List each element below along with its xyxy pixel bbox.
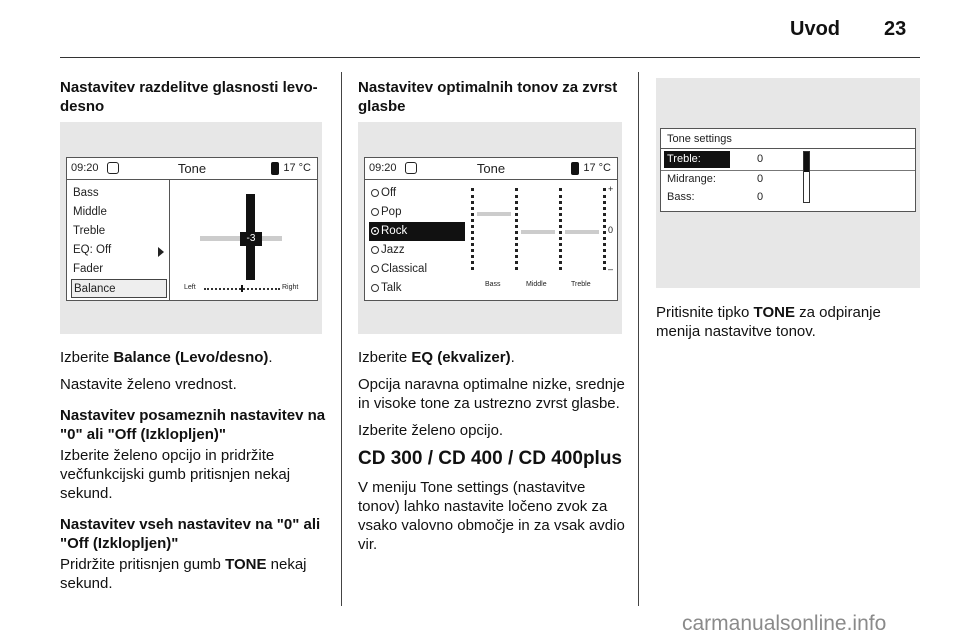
status-bar xyxy=(67,158,317,180)
eq-minus-label: – xyxy=(608,264,614,274)
eq-plus-label: + xyxy=(608,184,614,194)
row-treble-label[interactable]: Treble: xyxy=(664,151,730,168)
page-number: 23 xyxy=(884,18,907,40)
thermometer-icon xyxy=(271,162,279,175)
radio-icon xyxy=(371,189,379,197)
eq-option-rock[interactable]: Rock xyxy=(369,222,465,241)
eq-zero-label: 0 xyxy=(608,225,614,235)
row-midrange-label[interactable]: Midrange: xyxy=(667,173,716,185)
eq-scale-3 xyxy=(559,188,562,270)
balance-figure xyxy=(60,122,322,334)
column-1 xyxy=(60,78,330,124)
watermark: carmanualsonline.info xyxy=(682,612,887,635)
column-divider-2 xyxy=(638,72,639,606)
status-bar xyxy=(365,158,617,180)
instruction-reset-single: Izberite želeno opcijo in pridržite večfunkcijski gumb pritisnjen nekaj sekund. xyxy=(60,447,291,502)
section-heading-eq: Nastavitev optimalnih tonov za zvrst glasbe xyxy=(358,79,618,115)
radio-icon xyxy=(371,208,379,216)
clock: 09:20 xyxy=(369,162,397,174)
eq-display xyxy=(465,180,618,301)
level-fill xyxy=(804,152,809,172)
eq-level-bass xyxy=(477,212,511,216)
radio-icon xyxy=(371,284,379,292)
row-bass-label[interactable]: Bass: xyxy=(667,191,695,203)
eq-band-middle: Middle xyxy=(526,281,547,288)
eq-scale-2 xyxy=(515,188,518,270)
clock: 09:20 xyxy=(71,162,99,174)
header-rule xyxy=(60,57,920,58)
level-bar xyxy=(803,151,810,203)
radio-icon xyxy=(371,265,379,273)
row-midrange-value: 0 xyxy=(757,173,764,185)
instruction-select-option: Izberite želeno opcijo. xyxy=(358,422,504,439)
temperature: 17 °C xyxy=(283,162,311,174)
eq-level-treble xyxy=(565,230,599,234)
menu-item-middle[interactable]: Middle xyxy=(73,206,107,218)
balance-slider[interactable] xyxy=(170,180,318,301)
left-label: Left xyxy=(184,284,196,291)
screen-title: Tone xyxy=(177,161,207,176)
row-treble-value: 0 xyxy=(757,153,764,165)
eq-option-off[interactable]: Off xyxy=(369,184,465,203)
radio-selected-icon xyxy=(371,227,379,235)
instruction-set-value: Nastavite želeno vrednost. xyxy=(60,376,237,393)
eq-scale-1 xyxy=(471,188,474,270)
tone-settings-figure xyxy=(656,78,920,288)
eq-band-bass: Bass xyxy=(485,281,501,288)
section-heading-cd-models: CD 300 / CD 400 / CD 400plus xyxy=(358,448,622,469)
eq-band-treble: Treble xyxy=(571,281,591,288)
menu-item-fader[interactable]: Fader xyxy=(73,263,104,275)
eq-screen xyxy=(364,157,618,301)
balance-scale-center xyxy=(241,285,243,292)
tone-settings-screen xyxy=(660,128,916,212)
right-label: Right xyxy=(282,284,299,291)
temperature: 17 °C xyxy=(583,162,611,174)
instruction-select-eq: Izberite EQ (ekvalizer). xyxy=(358,349,515,366)
balance-value: -3 xyxy=(240,232,262,246)
thermometer-icon xyxy=(571,162,579,175)
tone-settings-title: Tone settings xyxy=(667,133,732,145)
section-heading-reset-all: Nastavitev vseh nastavitev na "0" ali "Off (Izklopljen)" xyxy=(60,516,321,552)
eq-option-talk[interactable]: Talk xyxy=(369,279,465,298)
screen-title: Tone xyxy=(476,161,506,176)
eq-option-jazz[interactable]: Jazz xyxy=(369,241,465,260)
instruction-select-balance: Izberite Balance (Levo/desno). xyxy=(60,349,273,366)
eq-description: Opcija naravna optimalne nizke, srednje in visoke tone za ustrezno zvrst glasbe. xyxy=(358,376,625,412)
section-heading-reset-single: Nastavitev posameznih nastavitev na "0" ali "Off (Izklopljen)" xyxy=(60,407,326,443)
menu-item-eq[interactable]: EQ: Off xyxy=(73,244,112,256)
column-divider-1 xyxy=(341,72,342,606)
page-header-title: Uvod xyxy=(790,18,840,40)
balance-screen xyxy=(66,157,318,301)
cd-description: V meniju Tone settings (nastavitve tonov) lahko nastavite ločeno zvok za vsako valovno območje in za vsak avdio vir. xyxy=(358,479,625,553)
eq-level-middle xyxy=(521,230,555,234)
instruction-reset-all: Pridržite pritisnjen gumb TONE nekaj sekund. xyxy=(60,556,307,592)
column-1-text xyxy=(60,348,332,601)
menu-item-treble[interactable]: Treble xyxy=(73,225,106,237)
eq-option-pop[interactable]: Pop xyxy=(369,203,465,222)
submenu-arrow-icon xyxy=(158,247,164,257)
title-divider xyxy=(661,148,915,149)
row-bass-value: 0 xyxy=(757,191,764,203)
radio-icon xyxy=(371,246,379,254)
section-heading-balance: Nastavitev razdelitve glasnosti levo-desno xyxy=(60,79,318,115)
menu-item-bass[interactable]: Bass xyxy=(73,187,99,199)
column-3-text xyxy=(656,303,920,349)
instruction-open-tone-menu: Pritisnite tipko TONE za odpiranje menija nastavitve tonov. xyxy=(656,304,881,340)
eq-figure xyxy=(358,122,622,334)
eq-option-classical[interactable]: Classical xyxy=(369,260,465,279)
menu-item-balance[interactable]: Balance xyxy=(71,279,167,298)
column-2-text xyxy=(358,348,630,562)
column-2 xyxy=(358,78,628,124)
eq-scale-4 xyxy=(603,188,606,270)
